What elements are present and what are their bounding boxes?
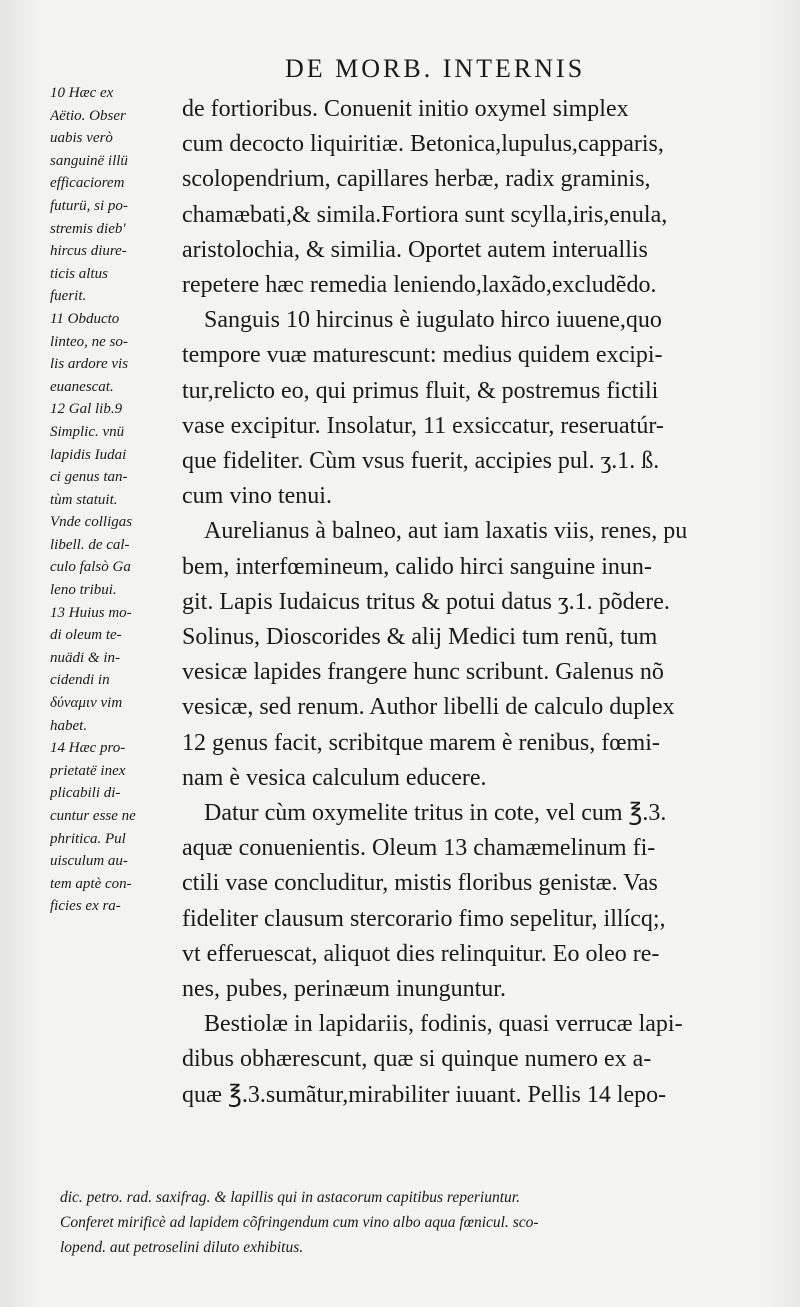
margin-note-line: cuntur esse ne	[50, 808, 136, 824]
footnote-line: lopend. aut petroselini diluto exhibitus.	[60, 1239, 304, 1256]
text-line: vase excipitur. Insolatur, 11 exsiccatur, reseruatúr-	[182, 412, 664, 439]
margin-note-line: ficies ex ra-	[50, 898, 121, 915]
margin-note-line: stremis dieb'	[50, 220, 126, 237]
text-line: Solinus, Dioscorides & alij Medici tum renũ, tum	[182, 624, 658, 651]
text-line: 12 genus facit, scribitque marem è renibus, fœmi-	[182, 729, 660, 756]
margin-note-line: cidendi in	[50, 672, 110, 689]
marginal-notes	[50, 82, 180, 918]
text-line: tur,relicto eo, qui primus fluit, & postremus fictili	[182, 377, 659, 404]
text-line: chamæbati,& simila.Fortiora sunt scylla,iris,enula,	[182, 201, 668, 228]
text-line: scolopendrium, capillares herbæ, radix graminis,	[182, 166, 651, 193]
main-text-block	[182, 92, 767, 1113]
margin-note-line: 13 Huius mo-	[50, 604, 132, 621]
text-line: repetere hæc remedia leniendo,laxãdo,excludẽdo.	[182, 272, 657, 299]
text-line: vt efferuescat, aliquot dies relinquitur. Eo oleo re-	[182, 940, 660, 967]
running-header: DE MORB. INTERNIS	[285, 54, 586, 83]
margin-note-line: phritica. Pul	[50, 830, 126, 847]
margin-note-line: Vnde colligas	[50, 514, 133, 531]
margin-note-line: 11 Obducto	[50, 310, 120, 327]
footnote-line: Conferet mirificè ad lapidem cõfringendum cum vino albo aqua fœnicul. sco-	[60, 1214, 539, 1231]
text-line: aristolochia, & similia. Oportet autem interuallis	[182, 236, 648, 263]
margin-note-line: fuerit.	[50, 288, 87, 305]
margin-note-line: plicabili di-	[50, 785, 121, 802]
text-line: aquæ conuenientis. Oleum 13 chamæmelinum fi-	[182, 835, 656, 862]
text-line: Bestiolæ in lapidariis, fodinis, quasi verrucæ lapi-	[204, 1011, 683, 1038]
margin-note-line: ci genus tan-	[50, 469, 128, 486]
text-line: vesicæ lapides frangere hunc scribunt. Galenus nõ	[182, 659, 664, 686]
text-line: que fideliter. Cùm vsus fuerit, accipies pul. ʒ.1. ß.	[182, 448, 660, 475]
text-line: fideliter clausum stercorario fimo sepelitur, illícq;,	[182, 905, 666, 932]
margin-note-line: uisculum au-	[50, 853, 128, 870]
margin-note-line: 12 Gal lib.9	[50, 401, 123, 418]
margin-note-line: Simplic. vnü	[50, 423, 125, 440]
text-line: git. Lapis Iudaicus tritus & potui datus ʒ.1. põdere.	[182, 588, 670, 615]
margin-note-line: culo falsò Ga	[50, 559, 131, 576]
margin-note-line: sanguinë illü	[50, 152, 128, 169]
margin-note-line: linteo, ne so-	[50, 333, 128, 350]
text-line: vesicæ, sed renum. Author libelli de calculo duplex	[182, 694, 675, 721]
text-line: ctili vase concluditur, mistis floribus genistæ. Vas	[182, 870, 658, 897]
margin-note-line: euanescat.	[50, 378, 114, 395]
footnote-line: dic. petro. rad. saxifrag. & lapillis qui in astacorum capitibus reperiuntur.	[60, 1189, 520, 1206]
text-line: nes, pubes, perinæum inunguntur.	[182, 976, 506, 1003]
text-line: de fortioribus. Conuenit initio oxymel simplex	[182, 96, 629, 122]
text-line: nam è vesica calculum educere.	[182, 764, 487, 791]
margin-note-line: leno tribui.	[50, 582, 117, 599]
margin-note-line: Aëtio. Obser	[50, 107, 126, 124]
margin-note-line: 14 Hæc pro-	[50, 740, 126, 757]
margin-note-line: nuädi & in-	[50, 649, 120, 666]
text-line: cum decocto liquiritiæ. Betonica,lupulus,capparis,	[182, 131, 664, 158]
margin-note-line: prietatë inex	[50, 762, 126, 779]
margin-note-line: lis ardore vis	[50, 356, 129, 373]
margin-note-line: uabis verò	[50, 130, 113, 147]
margin-note-line: tùm statuit.	[50, 491, 118, 508]
margin-note-line: 10 Hæc ex	[50, 85, 114, 101]
text-line: Datur cùm oxymelite tritus in cote, vel cum ℥.3.	[204, 800, 667, 827]
text-line: bem, interfœmineum, calido hirci sanguine inun-	[182, 553, 652, 580]
margin-note-line: efficaciorem	[50, 175, 125, 192]
margin-note-line: habet.	[50, 717, 88, 734]
margin-note-line: tem aptè con-	[50, 875, 132, 892]
text-line: cum vino tenui.	[182, 483, 332, 510]
text-line: quæ ℥.3.sumãtur,mirabiliter iuuant. Pellis 14 lepo-	[182, 1081, 667, 1108]
margin-note-line: libell. de cal-	[50, 536, 130, 553]
text-line: Sanguis 10 hircinus è iugulato hirco iuuene,quo	[204, 307, 662, 334]
text-line: tempore vuæ maturescunt: medius quidem excipi-	[182, 342, 663, 369]
text-line: dibus obhærescunt, quæ si quinque numero ex a-	[182, 1046, 652, 1073]
margin-note-line: futurü, si po-	[50, 197, 128, 214]
bottom-marginal-note	[60, 1185, 780, 1260]
margin-note-line: δύναμιν vim	[50, 695, 123, 712]
margin-note-line: hircus diure-	[50, 243, 127, 260]
margin-note-line: lapidis Iudai	[50, 446, 127, 463]
margin-note-line: ticis altus	[50, 265, 108, 282]
text-line: Aurelianus à balneo, aut iam laxatis viis, renes, pu	[204, 518, 688, 545]
margin-note-line: di oleum te-	[50, 627, 122, 644]
